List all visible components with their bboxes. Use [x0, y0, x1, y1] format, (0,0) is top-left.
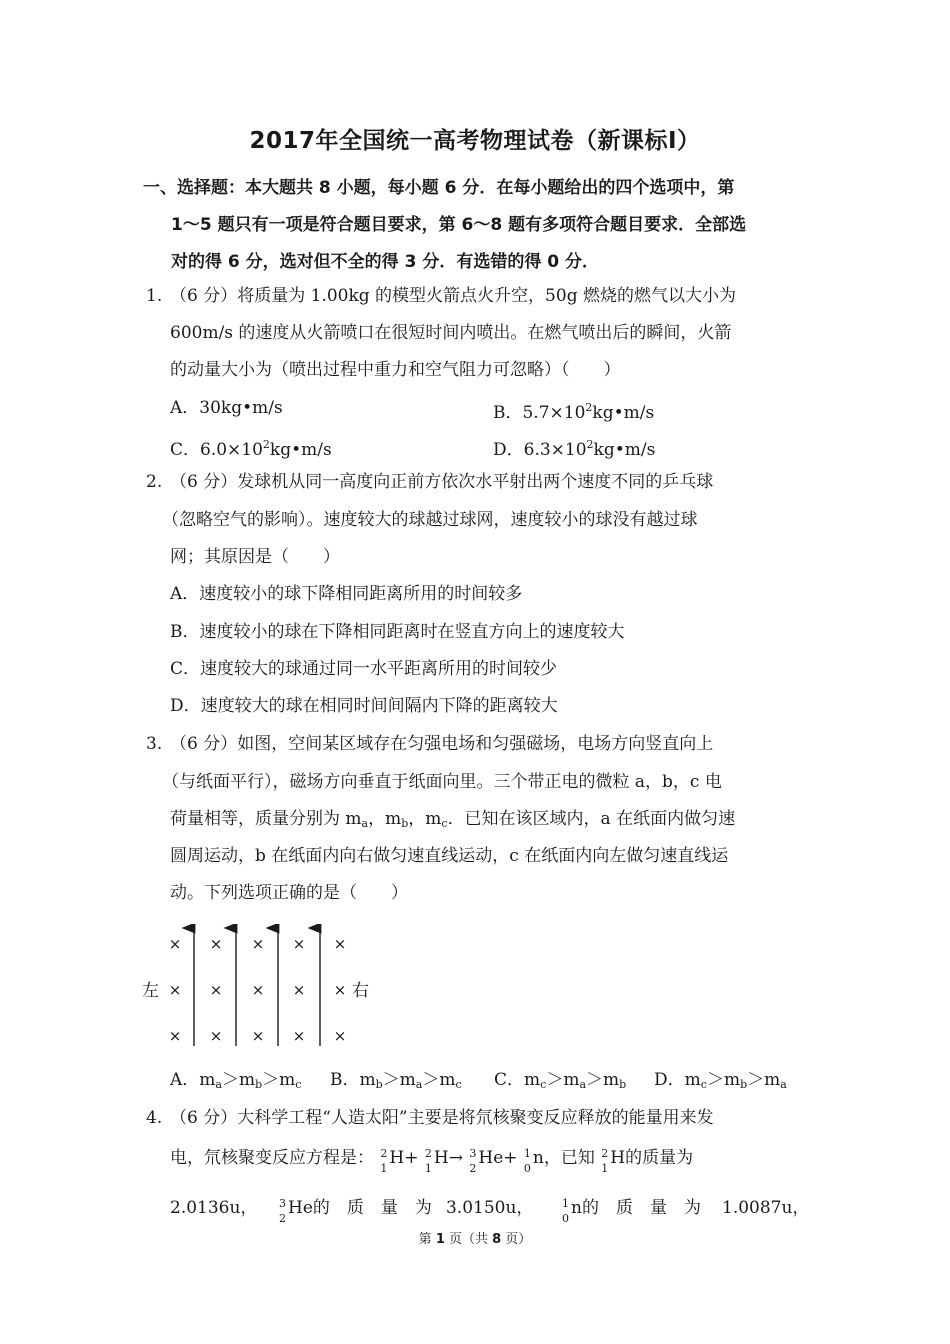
question-text: 电，氘核聚变反应方程是： 2 1 H+ 2 1 H→ 3 2 He+ 1 0 n，已知 2 1 H的质量为: [170, 1147, 694, 1175]
section-line: 1～5 题只有一项是符合题目要求，第 6～8 题有多项符合题目要求．全部选: [171, 215, 747, 235]
question-text: 圆周运动，b 在纸面内向右做匀速直线运动，c 在纸面内向左做匀速直线运: [170, 846, 729, 866]
nuclide-deuterium: 2 1: [601, 1147, 609, 1175]
nuclide-helium3: 3 2: [469, 1147, 477, 1175]
option-a: A．$m_a>m_b>m_c$: [170, 1070, 302, 1091]
nuclide-neutron: 1 0: [523, 1147, 531, 1175]
question-text: 网；其原因是（ ）: [170, 547, 340, 567]
section-line: 一、选择题：本大题共 8 小题，每小题 6 分．在每小题给出的四个选项中，第: [143, 178, 735, 198]
question-text: 1 0 n的 质 量 为: [562, 1197, 701, 1225]
magnetic-cross: ×: [168, 1027, 182, 1045]
question-text: 600m/s 的速度从火箭喷口在很短时间内喷出。在燃气喷出后的瞬间，火箭: [170, 323, 732, 343]
mass-value: 1.0087u，: [722, 1198, 810, 1218]
question-text: （6 分）发球机从同一高度向正前方依次水平射出两个速度不同的乒乓球: [170, 472, 714, 492]
question-text: 3 2 He的 质 量 为: [279, 1197, 432, 1225]
option-d: D．$m_c>m_b>m_a$: [654, 1070, 787, 1091]
option-b: B．$m_b>m_a>m_c$: [330, 1070, 462, 1091]
question-text: 荷量相等，质量分别为 $m_a$，$m_b$，$m_c$．已知在该区域内，a 在纸面内做匀速: [170, 809, 736, 830]
option-d: D．速度较大的球在相同时间间隔内下降的距离较大: [170, 696, 558, 716]
nuclide-deuterium: 2 1: [380, 1147, 388, 1175]
magnetic-cross: ×: [168, 981, 182, 999]
magnetic-cross: ×: [333, 1027, 347, 1045]
question-number: 1.: [146, 286, 163, 306]
magnetic-cross: ×: [209, 981, 223, 999]
nuclide-deuterium: 2 1: [424, 1147, 432, 1175]
question-text: （6 分）大科学工程“人造太阳”主要是将氘核聚变反应释放的能量用来发: [170, 1108, 714, 1128]
option-b: B．$5.7\times 10^2kg•m/s$: [493, 401, 655, 423]
question-text: （忽略空气的影响）。速度较大的球越过球网，速度较小的球没有越过球: [162, 510, 698, 530]
right-label: 右: [352, 981, 369, 1001]
question-number: 2.: [146, 472, 163, 492]
magnetic-cross: ×: [292, 981, 306, 999]
option-a: A．30kg•m/s: [170, 398, 283, 418]
magnetic-cross: ×: [333, 981, 347, 999]
option-b: B．速度较小的球在下降相同距离时在竖直方向上的速度较大: [170, 622, 625, 642]
section-line: 对的得 6 分，选对但不全的得 3 分．有选错的得 0 分．: [171, 252, 599, 272]
magnetic-cross: ×: [168, 935, 182, 953]
nuclide-neutron: 1 0: [562, 1197, 569, 1225]
section-instructions: [143, 170, 813, 281]
option-a: A．速度较小的球下降相同距离所用的时间较多: [170, 584, 523, 604]
question-text: （6 分）将质量为 1.00kg 的模型火箭点火升空，50g 燃烧的燃气以大小为: [170, 286, 736, 306]
option-c: C．速度较大的球通过同一水平距离所用的时间较少: [170, 659, 558, 679]
magnetic-cross: ×: [209, 935, 223, 953]
option-c: C．$m_c>m_a>m_b$: [494, 1070, 627, 1091]
magnetic-cross: ×: [209, 1027, 223, 1045]
magnetic-cross: ×: [251, 935, 265, 953]
magnetic-cross: ×: [251, 981, 265, 999]
question-number: 4.: [146, 1108, 163, 1128]
question-text: 动。下列选项正确的是（ ）: [170, 883, 408, 903]
question-number: 3.: [146, 734, 163, 754]
nuclide-helium3: 3 2: [279, 1197, 286, 1225]
mass-value: 2.0136u，: [170, 1198, 258, 1218]
mass-value: 3.0150u，: [446, 1198, 534, 1218]
question-text: 的动量大小为（喷出过程中重力和空气阻力可忽略）（ ）: [170, 360, 621, 380]
page-footer: 第 1 页（共 8 页）: [418, 1232, 532, 1247]
magnetic-cross: ×: [292, 1027, 306, 1045]
question-text: （与纸面平行），磁场方向垂直于纸面向里。三个带正电的微粒 a，b，c 电: [162, 772, 722, 792]
magnetic-cross: ×: [292, 935, 306, 953]
option-c: C．$6.0\times 10^2kg•m/s$: [170, 438, 332, 460]
question-text: （6 分）如图，空间某区域存在匀强电场和匀强磁场，电场方向竖直向上: [170, 734, 714, 754]
magnetic-cross: ×: [251, 1027, 265, 1045]
left-label: 左: [142, 981, 159, 1001]
field-diagram: [140, 924, 380, 1050]
option-d: D．$6.3\times 10^2kg•m/s$: [493, 438, 656, 460]
magnetic-cross: ×: [333, 935, 347, 953]
page-title: 2017年全国统一高考物理试卷（新课标Ⅰ）: [249, 128, 701, 154]
